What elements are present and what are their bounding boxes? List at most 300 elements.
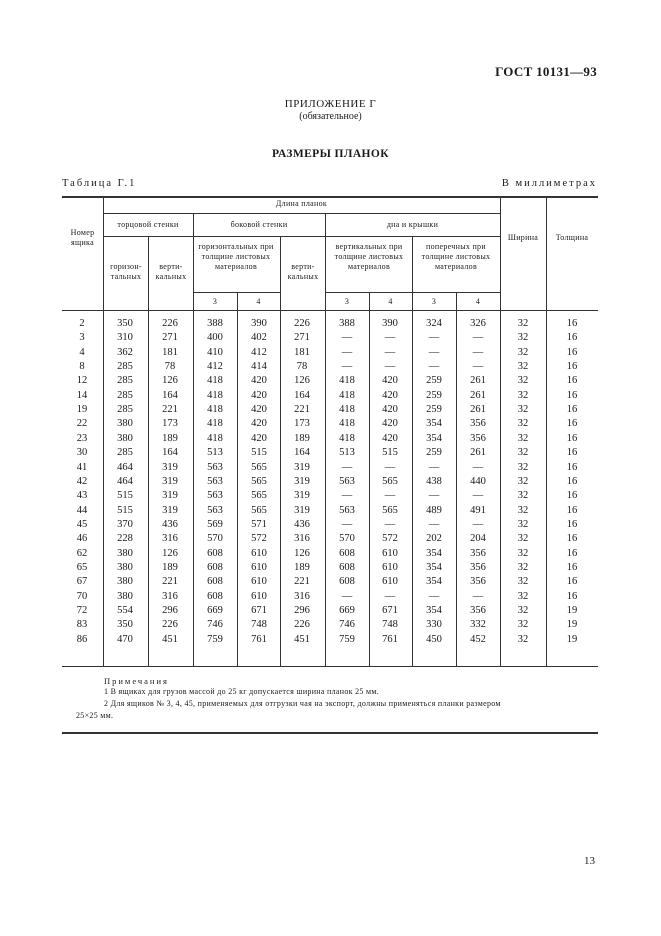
table-cell: 390 — [382, 318, 398, 329]
table-cell: 189 — [162, 432, 178, 444]
table-cell: 572 — [251, 533, 267, 545]
table-cell: 565 — [251, 461, 267, 473]
table-cell: 563 — [207, 475, 223, 487]
table-cell: — — [384, 590, 396, 602]
cell-box-number: 70 — [76, 590, 88, 602]
table-cell: 362 — [117, 346, 133, 358]
cell-box-number: 45 — [76, 518, 88, 530]
table-cell: 316 — [162, 590, 178, 602]
table-cell: 746 — [339, 619, 355, 631]
table-cell: 470 — [117, 633, 133, 645]
table-cell: 32 — [517, 332, 529, 344]
table-cell: 32 — [517, 404, 529, 416]
table-cell: 126 — [162, 375, 178, 387]
cell-box-number: 8 — [79, 361, 85, 373]
table-cell: 515 — [117, 490, 133, 502]
table-cell: 316 — [162, 533, 178, 545]
header-vertical-end: верти-кальных — [155, 262, 187, 281]
table-cell: 181 — [294, 346, 310, 358]
table-cell: 554 — [117, 605, 133, 616]
table-cell: 356 — [470, 605, 486, 616]
table-cell: — — [472, 461, 484, 473]
table-cell: 226 — [294, 318, 310, 329]
table-cell: — — [384, 490, 396, 502]
table-cell: 451 — [294, 633, 310, 645]
table-cell: 32 — [517, 605, 529, 616]
table-cell: 610 — [251, 547, 267, 559]
table-cell: — — [428, 490, 440, 502]
table-cell: 380 — [117, 418, 133, 430]
cell-box-number: 14 — [76, 389, 88, 401]
table-cell: 418 — [207, 375, 223, 387]
table-cell: 164 — [294, 389, 310, 401]
table-cell: 356 — [470, 432, 486, 444]
table-cell: 420 — [251, 389, 267, 401]
table-cell: 608 — [207, 547, 223, 559]
notes-title: Примечания — [104, 676, 169, 686]
table-cell: 436 — [162, 518, 178, 530]
table-cell: 32 — [517, 361, 529, 373]
table-cell: 261 — [470, 389, 486, 401]
header-transverse-thickness-4: 4 — [475, 297, 481, 306]
document-code: ГОСТ 10131—93 — [495, 64, 597, 79]
table-cell: — — [341, 518, 353, 530]
table-cell: 16 — [566, 504, 578, 516]
table-cell: 285 — [117, 375, 133, 387]
table-cell: 420 — [251, 375, 267, 387]
table-cell: 202 — [426, 533, 442, 545]
header-width: Ширина — [507, 233, 539, 242]
table-cell: 319 — [162, 504, 178, 516]
table-cell: 221 — [294, 404, 310, 416]
table-cell: 570 — [207, 533, 223, 545]
table-cell: — — [384, 461, 396, 473]
table-cell: 259 — [426, 389, 442, 401]
table-cell: 669 — [339, 605, 355, 616]
table-cell: 563 — [207, 490, 223, 502]
table-cell: 610 — [251, 561, 267, 573]
header-vertical-thickness: вертикальных при толщине листовых материалов — [334, 242, 404, 271]
table-cell: — — [472, 346, 484, 358]
table-cell: — — [428, 332, 440, 344]
page-number: 13 — [584, 855, 595, 867]
table-cell: — — [384, 518, 396, 530]
table-cell: 259 — [426, 447, 442, 459]
table-cell: 16 — [566, 547, 578, 559]
table-cell: 608 — [339, 561, 355, 573]
table-cell: 316 — [294, 533, 310, 545]
table-cell: 32 — [517, 389, 529, 401]
table-cell: 390 — [251, 318, 267, 329]
table-cell: 610 — [382, 547, 398, 559]
cell-box-number: 65 — [76, 561, 88, 573]
table-cell: 350 — [117, 619, 133, 631]
table-cell: 451 — [162, 633, 178, 645]
table-cell: 296 — [162, 605, 178, 616]
table-cell: 164 — [162, 389, 178, 401]
table-cell: 669 — [207, 605, 223, 616]
table-cell: 319 — [294, 475, 310, 487]
table-cell: 356 — [470, 418, 486, 430]
table-cell: 332 — [470, 619, 486, 631]
table-cell: 418 — [207, 389, 223, 401]
table-cell: 418 — [207, 404, 223, 416]
section-heading: РАЗМЕРЫ ПЛАНОК — [271, 148, 389, 160]
table-cell: 572 — [382, 533, 398, 545]
table-cell: 380 — [117, 576, 133, 588]
table-cell: 420 — [382, 375, 398, 387]
table-cell: 16 — [566, 361, 578, 373]
table-cell: 319 — [294, 490, 310, 502]
cell-box-number: 4 — [79, 346, 85, 358]
table-cell: 32 — [517, 461, 529, 473]
table-cell: 418 — [339, 375, 355, 387]
table-cell: 420 — [382, 418, 398, 430]
header-vertical-thickness-4: 4 — [388, 297, 393, 306]
table-cell: 16 — [566, 576, 578, 588]
table-cell: 565 — [382, 504, 398, 516]
table-cell: — — [341, 361, 353, 373]
table-cell: 370 — [117, 518, 133, 530]
table-cell: 126 — [162, 547, 178, 559]
table-cell: 319 — [162, 461, 178, 473]
table-cell: 226 — [162, 619, 178, 631]
table-cell: 761 — [251, 633, 267, 645]
table-cell: 671 — [251, 605, 267, 616]
table-cell: 259 — [426, 375, 442, 387]
table-cell: 388 — [207, 318, 223, 329]
table-cell: 380 — [117, 590, 133, 602]
header-end-wall: торцовой стенки — [117, 220, 179, 229]
table-cell: 354 — [426, 576, 442, 588]
cell-box-number: 3 — [79, 332, 85, 344]
table-cell: 261 — [470, 404, 486, 416]
table-units: В миллиметрах — [501, 178, 597, 189]
table-cell: 189 — [294, 432, 310, 444]
note-1: 1 В ящиках для грузов массой до 25 кг допускается ширина планок 25 мм. — [104, 687, 380, 696]
table-cell: — — [341, 490, 353, 502]
table-cell: — — [428, 361, 440, 373]
table-cell: 32 — [517, 576, 529, 588]
table-cell: 16 — [566, 404, 578, 416]
table-cell: 226 — [162, 318, 178, 329]
table-cell: 16 — [566, 475, 578, 487]
table-cell: 610 — [251, 576, 267, 588]
cell-box-number: 67 — [76, 576, 88, 588]
table-cell: 402 — [251, 332, 267, 344]
table-cell: 261 — [470, 447, 486, 459]
table-cell: 16 — [566, 518, 578, 530]
table-cell: — — [341, 346, 353, 358]
table-cell: 228 — [117, 533, 133, 545]
table-cell: 19 — [566, 633, 578, 645]
cell-box-number: 2 — [79, 318, 85, 329]
table-cell: 563 — [339, 475, 355, 487]
table-cell: 259 — [426, 404, 442, 416]
table-cell: 319 — [162, 490, 178, 502]
table-cell: 16 — [566, 346, 578, 358]
table-cell: 420 — [382, 404, 398, 416]
table-cell: 319 — [294, 461, 310, 473]
table-cell: 452 — [470, 633, 486, 645]
header-side-thickness-4: 4 — [256, 297, 261, 306]
table-cell: 189 — [294, 561, 310, 573]
table-cell: 32 — [517, 475, 529, 487]
table-cell: 356 — [470, 576, 486, 588]
table-cell: 173 — [294, 418, 310, 430]
table-cell: 354 — [426, 432, 442, 444]
table-cell: 32 — [517, 547, 529, 559]
table-cell: 221 — [162, 576, 178, 588]
table-cell: 19 — [566, 605, 578, 616]
table-cell: 164 — [162, 447, 178, 459]
table-cell: 414 — [251, 361, 267, 373]
table-cell: 354 — [426, 547, 442, 559]
table-cell: 271 — [294, 332, 310, 344]
table-cell: 418 — [339, 404, 355, 416]
table-cell: — — [341, 590, 353, 602]
table-cell: 569 — [207, 518, 223, 530]
table-cell: — — [384, 332, 396, 344]
table-cell: 319 — [162, 475, 178, 487]
table-cell: 748 — [382, 619, 398, 631]
cell-box-number: 42 — [76, 475, 88, 487]
table-cell: 285 — [117, 404, 133, 416]
table-cell: 16 — [566, 375, 578, 387]
table-cell: 748 — [251, 619, 267, 631]
table-cell: 380 — [117, 547, 133, 559]
table-cell: 316 — [294, 590, 310, 602]
appendix-title: ПРИЛОЖЕНИЕ Г — [284, 98, 377, 110]
cell-box-number: 19 — [76, 404, 88, 416]
table-cell: 420 — [251, 432, 267, 444]
table-cell: 326 — [470, 318, 486, 329]
header-transverse-thickness: поперечных при толщине листовых материалов — [421, 242, 491, 271]
table-cell: 608 — [339, 547, 355, 559]
table-cell: 380 — [117, 432, 133, 444]
header-transverse-thickness-3: 3 — [431, 297, 437, 306]
cell-box-number: 43 — [76, 490, 88, 502]
table-cell: 32 — [517, 432, 529, 444]
table-cell: 319 — [294, 504, 310, 516]
table-cell: 16 — [566, 490, 578, 502]
header-thickness: Толщина — [555, 233, 589, 242]
table-cell: 310 — [117, 332, 133, 344]
table-cell: 285 — [117, 447, 133, 459]
table-cell: 563 — [207, 504, 223, 516]
table-cell: 356 — [470, 547, 486, 559]
table-cell: 513 — [339, 447, 355, 459]
table-cell: 671 — [382, 605, 398, 616]
table-cell: 513 — [207, 447, 223, 459]
table-cell: 608 — [207, 590, 223, 602]
table-cell: 189 — [162, 561, 178, 573]
table-cell: 16 — [566, 432, 578, 444]
table-cell: 126 — [294, 375, 310, 387]
cell-box-number: 44 — [76, 504, 88, 516]
table-cell: 32 — [517, 504, 529, 516]
table-cell: 16 — [566, 332, 578, 344]
table-cell: 450 — [426, 633, 442, 645]
table-cell: 354 — [426, 561, 442, 573]
table-cell: — — [472, 490, 484, 502]
table-cell: 78 — [164, 361, 176, 373]
table-cell: 565 — [382, 475, 398, 487]
table-cell: 296 — [294, 605, 310, 616]
table-cell: 32 — [517, 318, 529, 329]
table-cell: — — [472, 332, 484, 344]
table-cell: 32 — [517, 561, 529, 573]
cell-box-number: 22 — [76, 418, 88, 430]
table-caption: Таблица Г.1 — [62, 178, 137, 189]
table-cell: — — [472, 518, 484, 530]
cell-box-number: 12 — [76, 375, 88, 387]
table-cell: 16 — [566, 447, 578, 459]
table-cell: — — [428, 346, 440, 358]
table-cell: 32 — [517, 533, 529, 545]
table-cell: 418 — [339, 389, 355, 401]
table-cell: 438 — [426, 475, 442, 487]
table-cell: — — [341, 461, 353, 473]
table-cell: 221 — [162, 404, 178, 416]
table-cell: 173 — [162, 418, 178, 430]
table-cell: 491 — [470, 504, 486, 516]
cell-box-number: 83 — [76, 619, 88, 631]
header-vertical-thickness-3: 3 — [344, 297, 350, 306]
table-cell: 16 — [566, 389, 578, 401]
table-cell: 608 — [207, 576, 223, 588]
table-cell: 489 — [426, 504, 442, 516]
table-cell: 418 — [339, 418, 355, 430]
table-cell: 412 — [251, 346, 267, 358]
table-cell: 354 — [426, 605, 442, 616]
table-cell: 19 — [566, 619, 578, 631]
cell-box-number: 46 — [76, 533, 88, 545]
table-cell: 16 — [566, 318, 578, 329]
table-cell: 32 — [517, 418, 529, 430]
table-cell: 565 — [251, 504, 267, 516]
table-cell: 608 — [339, 576, 355, 588]
header-vertical-side: верти-кальных — [287, 262, 319, 281]
note-2-continued: 25×25 мм. — [76, 711, 114, 720]
table-cell: 515 — [382, 447, 398, 459]
table-cell: 418 — [207, 418, 223, 430]
header-side-wall: боковой стенки — [230, 220, 288, 229]
table-cell: 330 — [426, 619, 442, 631]
table-cell: 420 — [251, 418, 267, 430]
table-cell: — — [472, 590, 484, 602]
table-cell: 563 — [207, 461, 223, 473]
table-cell: 226 — [294, 619, 310, 631]
table-cell: 16 — [566, 533, 578, 545]
table-cell: — — [341, 332, 353, 344]
cell-box-number: 41 — [76, 461, 88, 473]
table-cell: 400 — [207, 332, 223, 344]
table-cell: 565 — [251, 475, 267, 487]
table-cell: — — [428, 461, 440, 473]
table-cell: 32 — [517, 490, 529, 502]
table-cell: 350 — [117, 318, 133, 329]
header-box-number: Номер ящика — [70, 228, 95, 247]
table-cell: 16 — [566, 418, 578, 430]
table-cell: 181 — [162, 346, 178, 358]
table-cell: 608 — [207, 561, 223, 573]
cell-box-number: 86 — [76, 633, 88, 645]
cell-box-number: 23 — [76, 432, 88, 444]
table-cell: 32 — [517, 375, 529, 387]
table-cell: 32 — [517, 590, 529, 602]
table-cell: 515 — [251, 447, 267, 459]
table-cell: 16 — [566, 561, 578, 573]
table-cell: 412 — [207, 361, 223, 373]
table-cell: 610 — [251, 590, 267, 602]
table-cell: 32 — [517, 447, 529, 459]
table-cell: — — [472, 361, 484, 373]
table-cell: 746 — [207, 619, 223, 631]
table-cell: 126 — [294, 547, 310, 559]
table-cell: 610 — [382, 576, 398, 588]
table-cell: 354 — [426, 418, 442, 430]
table-cell: 78 — [296, 361, 308, 373]
table-cell: — — [428, 590, 440, 602]
table-cell: 418 — [339, 432, 355, 444]
cell-box-number: 62 — [76, 547, 88, 559]
table-cell: 32 — [517, 346, 529, 358]
table-cell: 271 — [162, 332, 178, 344]
table-cell: 420 — [382, 389, 398, 401]
table-cell: 16 — [566, 590, 578, 602]
table-cell: — — [384, 361, 396, 373]
table-cell: 570 — [339, 533, 355, 545]
table-cell: 420 — [251, 404, 267, 416]
table-cell: 324 — [426, 318, 442, 329]
note-2: 2 Для ящиков № 3, 4, 45, применяемых для отгрузки чая на экспорт, должны применяться планки размером — [104, 699, 501, 708]
table-cell: — — [384, 346, 396, 358]
table-cell: 204 — [470, 533, 486, 545]
table-cell: 761 — [382, 633, 398, 645]
table-cell: 515 — [117, 504, 133, 516]
table-cell: 410 — [207, 346, 223, 358]
table-cell: 32 — [517, 619, 529, 631]
table-cell: — — [428, 518, 440, 530]
table-cell: 32 — [517, 633, 529, 645]
table-cell: 610 — [382, 561, 398, 573]
table-cell: 380 — [117, 561, 133, 573]
table-cell: 759 — [207, 633, 223, 645]
table-cell: 571 — [251, 518, 267, 530]
header-bottom-lid: дна и крышки — [386, 220, 439, 229]
table-cell: 440 — [470, 475, 486, 487]
table-cell: 464 — [117, 461, 133, 473]
table-cell: 32 — [517, 518, 529, 530]
table-cell: 464 — [117, 475, 133, 487]
table-cell: 285 — [117, 389, 133, 401]
header-length: Длина планок — [275, 199, 328, 208]
table-cell: 356 — [470, 561, 486, 573]
table-cell: 261 — [470, 375, 486, 387]
header-side-thickness-3: 3 — [212, 297, 218, 306]
table-cell: 563 — [339, 504, 355, 516]
table-cell: 164 — [294, 447, 310, 459]
table-cell: 388 — [339, 318, 355, 329]
table-cell: 16 — [566, 461, 578, 473]
table-cell: 436 — [294, 518, 310, 530]
appendix-subtitle: (обязательное) — [299, 111, 362, 122]
table-cell: 420 — [382, 432, 398, 444]
table-cell: 759 — [339, 633, 355, 645]
table-cell: 221 — [294, 576, 310, 588]
cell-box-number: 30 — [76, 447, 88, 459]
